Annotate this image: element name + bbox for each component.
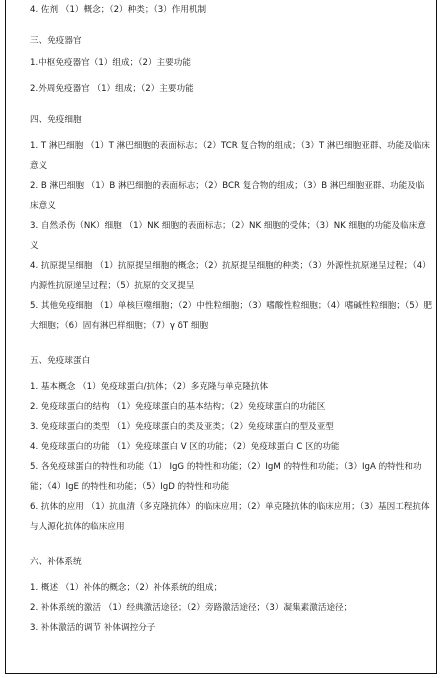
list-item: 2. B 淋巴细胞 （1）B 淋巴细胞的表面标志；（2）BCR 复合物的组成；（3）B 淋巴细胞亚群、功能及临床意义 xyxy=(30,181,425,211)
list-item: 1. 基本概念 （1）免疫球蛋白/抗体；（2）多克隆与单克隆抗体 xyxy=(30,382,269,392)
list-item: 5. 其他免疫细胞 （1）单核巨噬细胞；（2）中性粒细胞；（3）嗜酸性粒细胞；（4）嗜碱性粒细胞；（5）肥大细胞；（6）固有淋巴样细胞；（7）γ δT 细胞 xyxy=(30,301,432,331)
list-item: 4. 佐剂 （1）概念；（2）种类；（3）作用机制 xyxy=(30,5,207,15)
list-item: 5. 各免疫球蛋白的特性和功能（1） IgG 的特性和功能；（2）IgM 的特性和功能；（3）IgA 的特性和功能；（4）IgE 的特性和功能；（5）IgD 的特性和功能 xyxy=(30,462,422,492)
list-item: 4. 抗原提呈细胞 （1）抗原提呈细胞的概念；（2）抗原提呈细胞的种类；（3）外源性抗原递呈过程；（4）内源性抗原递呈过程；（5）抗原的交叉提呈 xyxy=(30,261,431,291)
section-title: 六、补体系统 xyxy=(30,557,82,567)
list-item: 1. T 淋巴细胞 （1）T 淋巴细胞的表面标志；（2）TCR 复合物的组成；（3）T 淋巴细胞亚群、功能及临床意义 xyxy=(30,141,431,171)
list-item: 2.外周免疫器官 （1）组成；（2）主要功能 xyxy=(30,84,194,94)
list-item: 4. 免疫球蛋白的功能 （1）免疫球蛋白 V 区的功能；（2）免疫球蛋白 C 区的功能 xyxy=(30,442,340,452)
list-item: 6. 抗体的应用 （1）抗血清（多克隆抗体）的临床应用；（2）单克隆抗体的临床应用；（3）基因工程抗体与人源化抗体的临床应用 xyxy=(30,502,430,532)
document-page xyxy=(30,4,432,638)
list-item: 1.中枢免疫器官（1）组成；（2）主要功能 xyxy=(30,58,191,68)
section-title: 五、免疫球蛋白 xyxy=(30,356,91,366)
list-item: 2. 补体系统的激活 （1）经典激活途径；（2）旁路激活途径；（3）凝集素激活途径； xyxy=(30,603,353,613)
list-item: 2. 免疫球蛋白的结构 （1）免疫球蛋白的基本结构；（2）免疫球蛋白的功能区 xyxy=(30,402,326,412)
list-item: 3. 补体激活的调节 补体调控分子 xyxy=(30,623,156,633)
section-title: 三、免疫器官 xyxy=(30,36,82,46)
list-item: 3. 自然杀伤（NK）细胞 （1）NK 细胞的表面标志；（2）NK 细胞的受体；（3）NK 细胞的功能及临床意义 xyxy=(30,221,426,251)
list-item: 3. 免疫球蛋白的类型 （1）免疫球蛋白的类及亚类；（2）免疫球蛋白的型及亚型 xyxy=(30,422,334,432)
list-item: 1. 概述 （1）补体的概念；（2）补体系统的组成； xyxy=(30,583,223,593)
section-title: 四、免疫细胞 xyxy=(30,115,82,125)
